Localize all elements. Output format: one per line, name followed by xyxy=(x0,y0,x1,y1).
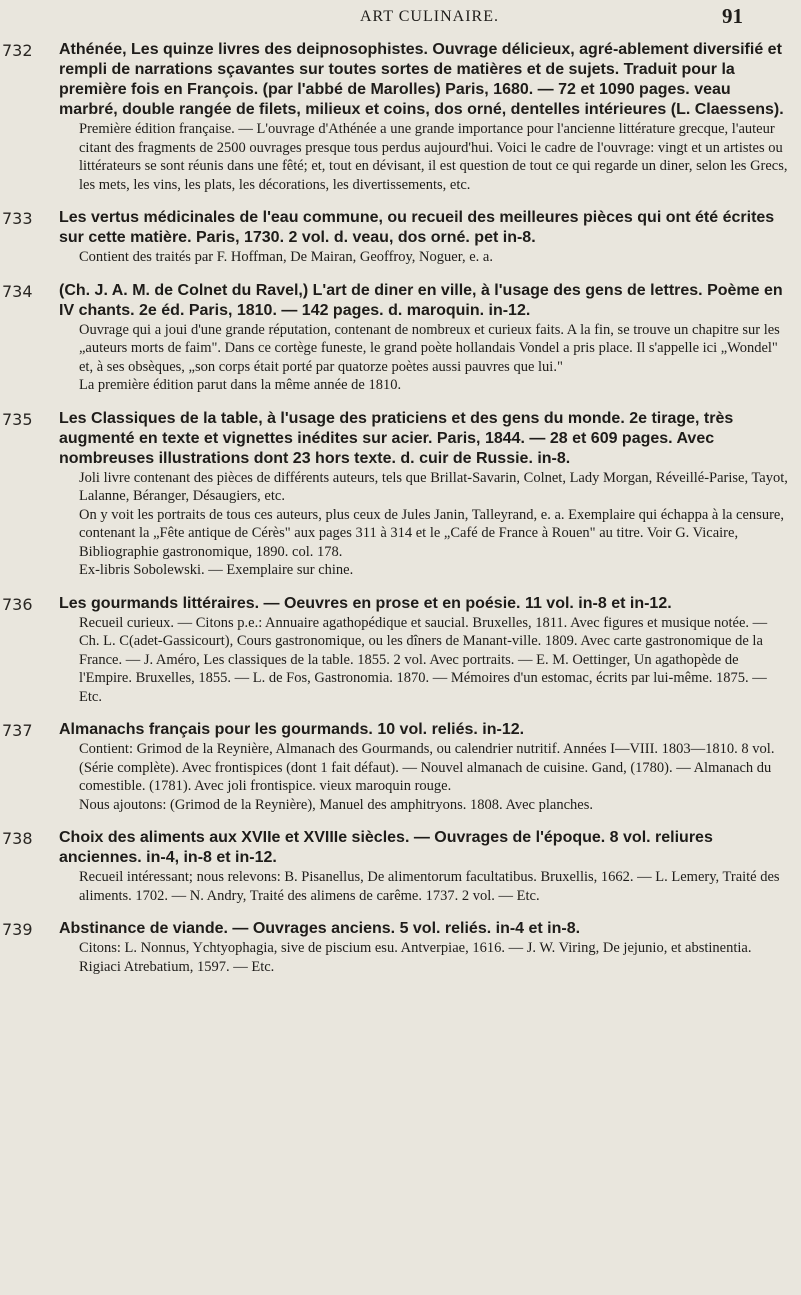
lot-entry xyxy=(0,720,801,814)
lot-number: 734 xyxy=(2,281,33,301)
lot-entry xyxy=(0,208,801,267)
lot-number: 738 xyxy=(2,829,33,848)
lot-title: Choix des aliments aux XVIIe et XVIIIe siècles. — Ouvrages de l'époque. 8 vol. reliures anciennes. in-4, in-8 et in-12. xyxy=(59,829,713,866)
lot-entry xyxy=(0,409,801,580)
page-header xyxy=(0,6,801,36)
lot-entry xyxy=(0,40,801,194)
lot-note: Citons: L. Nonnus, Ychtyophagia, sive de piscium esu. Antverpiae, 1616. — J. W. Viring, De jejunio, et abstinentia. Rigiaci Atrebatium, 1597. — Etc. xyxy=(79,940,752,975)
lot-number: 732 xyxy=(2,41,33,60)
lot-note: Recueil intéressant; nous relevons: B. Pisanellus, De alimentorum facultatibus. Bruxellis, 1662. — L. Lemery, Traité des aliments. 1702. — N. Andry, Traité des alimens de carême. 1737. 2 vol. — Etc. xyxy=(79,869,780,904)
lot-note: Contient des traités par F. Hoffman, De Mairan, Geoffroy, Noguer, e. a. xyxy=(79,249,493,265)
lot-entry xyxy=(0,919,801,976)
lot-entry xyxy=(0,828,801,905)
lot-number: 737 xyxy=(2,721,33,740)
lot-title: Abstinance de viande. — Ouvrages anciens. 5 vol. reliés. in-4 et in-8. xyxy=(59,920,581,937)
lot-number: 739 xyxy=(2,920,33,939)
lot-note: On y voit les portraits de tous ces auteurs, plus ceux de Jules Janin, Talleyrand, e. a. Exemplaire qui échappa à la censure, contenant la „Fête antique de Cérès" aux pages 311 à 314 et le „Café de France à Rouen" au titre. Voir G. Vicaire, Bibliographie gastronomique, 1890. col. 178. xyxy=(79,506,784,560)
lot-title: Les Classiques de la table, à l'usage des praticiens et des gens du monde. 2e tirage, très augmenté en texte et vignettes inédites sur acier. Paris, 1844. — 28 et 609 pages. Avec nombreuses illustrations dont 23 hors texte. d. cuir de Russie. in-8. xyxy=(59,409,734,467)
lot-number: 735 xyxy=(2,409,33,429)
lot-title: Les vertus médicinales de l'eau commune, ou recueil des meilleures pièces qui ont été écrites sur cette matière. Paris, 1730. 2 vol. d. veau, dos orné. pet in-8. xyxy=(59,209,775,246)
lot-note: Contient: Grimod de la Reynière, Almanach des Gourmands, ou calendrier nutritif. Années I—VIII. 1803—1810. 8 vol. (Série complète). Avec frontispices (dont 1 fait défaut). — Nouvel almanach de cuisine. Gand, (1780). — Almanach du comestible. (1781). Avec joli frontispice. vieux maroquin rouge. xyxy=(79,741,775,794)
lot-number: 733 xyxy=(2,209,33,228)
lot-title: Athénée, Les quinze livres des deipnosophistes. Ouvrage délicieux, agré-ablement diversifié et rempli de narrations sçavantes sur toutes sortes de matières et de sujets. Traduit pour la première fois en François. (par l'abbé de Marolles) Paris, 1680. — 72 et 1090 pages. veau marbré, double rangée de filets, milieux et coins, dos orné, dentelles intérieures (L. Claessens). xyxy=(59,41,784,118)
lot-note: Recueil curieux. — Citons p.e.: Annuaire agathopédique et saucial. Bruxelles, 1811. Avec figures et musique notée. — Ch. L. C(adet-Gassicourt), Cours gastronomique, ou les dîners de Manant-ville. 1809. Avec carte gastronomique de la France. — J. Améro, Les classiques de la table. 1855. 2 vol. Avec portraits. — E. M. Oettinger, Un agathopède de l'Empire. Bruxelles, 1855. — L. de Fos, Gastronomia. 1870. — Mémoires d'un estomac, écrits par lui-même. 1875. — Etc. xyxy=(79,614,768,705)
lot-title: Almanachs français pour les gourmands. 10 vol. reliés. in-12. xyxy=(59,721,525,738)
lot-number: 736 xyxy=(2,594,33,614)
lot-list xyxy=(0,40,801,990)
page-number: 91 xyxy=(722,4,743,28)
lot-note: Première édition française. — L'ouvrage d'Athénée a une grande importance pour l'ancienne littérature grecque, l'auteur citant des fragments de 2500 ouvrages presque tous perdus aujourd'hui. Voici le cadre de l'ouvrage: vingt et un artistes ou littérateurs se sont réunis dans une fêté; et, tout en dévisant, il est question de tout ce qui regarde un diner, selon les Grecs, les mets, les vins, les plats, les décorations, les divertissements, etc. xyxy=(79,121,788,193)
lot-note: Ex-libris Sobolewski. — Exemplaire sur chine. xyxy=(79,562,354,578)
lot-title: (Ch. J. A. M. de Colnet du Ravel,) L'art de diner en ville, à l'usage des gens de lettres. Poème en IV chants. 2e éd. Paris, 1810. — 142 pages. d. maroquin. in-12. xyxy=(59,281,783,319)
lot-note: Ouvrage qui a joui d'une grande réputation, contenant de nombreux et curieux faits. A la fin, se trouve un chapitre sur les „auteurs morts de faim". Dans ce cortège funeste, le grand poète hollandais Vondel a pris place. Il s'appelle ici „Wondel" et, à ses obsèques, „son corps était porté par quatorze poètes aussi pauvres que lui." xyxy=(79,321,780,375)
lot-entry xyxy=(0,594,801,707)
lot-entry xyxy=(0,281,801,395)
running-title: ART CULINAIRE. xyxy=(360,8,499,25)
lot-note: Nous ajoutons: (Grimod de la Reynière), Manuel des amphitryons. 1808. Avec planches. xyxy=(79,796,593,813)
lot-note: La première édition parut dans la même année de 1810. xyxy=(79,377,402,393)
lot-note: Joli livre contenant des pièces de différents auteurs, tels que Brillat-Savarin, Colnet, Lady Morgan, Réveillé-Parise, Tayot, Lalanne, Béranger, Désaugiers, etc. xyxy=(79,469,788,504)
lot-title: Les gourmands littéraires. — Oeuvres en prose et en poésie. 11 vol. in-8 et in-12. xyxy=(59,594,672,612)
